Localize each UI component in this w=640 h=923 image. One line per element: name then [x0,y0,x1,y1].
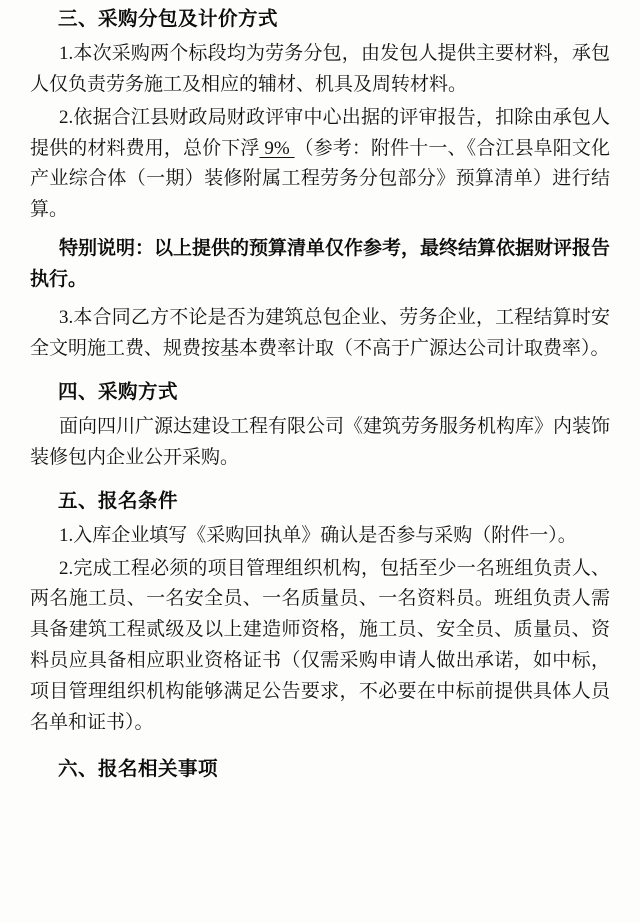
discount-rate-underlined: 9% [259,137,295,159]
paragraph-3-2 [30,103,610,226]
paragraph-lead-text: 2.依据合江县财政局财政评审中心出据的评审报告，扣除由承包人提供的材料费用，总价下浮 [30,106,610,159]
spacer [30,740,610,754]
section-heading-4: 四、采购方式 [58,379,179,403]
paragraph-3-3-special-note [30,234,610,296]
paragraph-4-1 [30,412,610,474]
paragraph-5-2 [30,554,610,739]
spacer [30,367,610,377]
paragraph-tail-text: （参考：附件十一、《合江县阜阳文化产业综合体（一期）装修附属工程劳务分包部分》预算清单）进行结算。 [30,137,610,221]
paragraph-text: 1.入库企业填写《采购回执单》确认是否参与采购（附件一）。 [59,524,577,546]
paragraph-5-1 [30,521,610,552]
paragraph-text: 面向四川广源达建设工程有限公司《建筑劳务服务机构库》内装饰装修包内企业公开采购。 [30,416,611,468]
section-heading-3: 三、采购分包及计价方式 [58,7,279,30]
paragraph-text: 3.本合同乙方不论是否为建筑总包企业、劳务企业，工程结算时安全文明施工费、规费按基本费率计取（不高于广源达公司计取费率）。 [30,307,610,360]
spacer [30,476,610,486]
section-heading-6: 六、报名相关事项 [58,757,219,781]
paragraph-text: 2.完成工程必须的项目管理组织机构，包括至少一名班组负责人、两名施工员、一名安全员、一名质量员、一名资料员。班组负责人需具备建筑工程贰级及以上建造师资格，施工员、安全员、质量员、资料员应具备相应职业资格证书（仅需采购申请人做出承诺，如中标，项目管理组织机构能够满足公告要求，不必要在中标前提供具体人员名单和证书）。 [30,557,610,733]
paragraph-3-4 [30,303,610,365]
section-heading-5: 五、报名条件 [58,488,179,512]
special-note-text: 特别说明：以上提供的预算清单仅作参考，最终结算依据财评报告执行。 [30,237,611,290]
paragraph-text: 1.本次采购两个标段均为劳务分包，由发包人提供主要材料，承包人仅负责劳务施工及相应的辅材、机具及周转材料。 [30,43,610,96]
paragraph-3-1 [30,39,610,101]
